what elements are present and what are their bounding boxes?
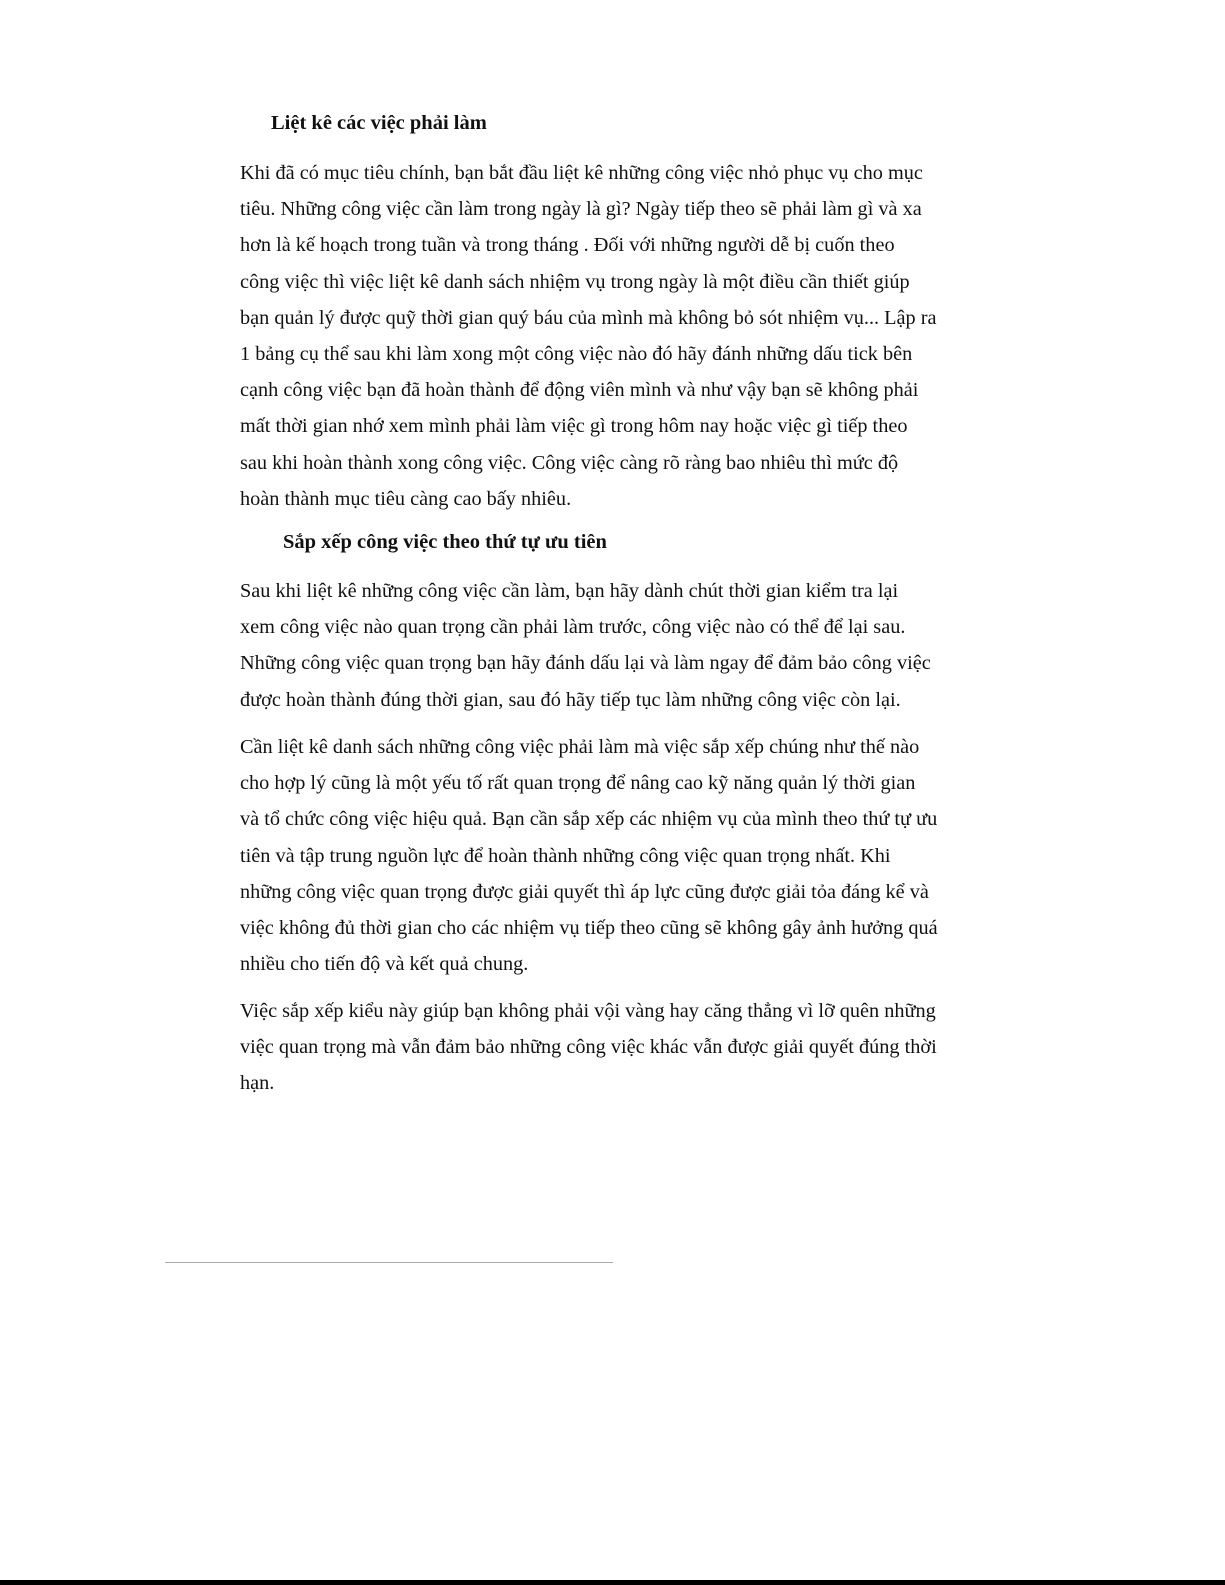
text-line: nhiều cho tiến độ và kết quả chung. xyxy=(240,953,529,976)
text-line: mất thời gian nhớ xem mình phải làm việc gì trong hôm nay hoặc việc gì tiếp theo xyxy=(240,415,908,438)
text-line: việc quan trọng mà vẫn đảm bảo những công việc khác vẫn được giải quyết đúng thời xyxy=(240,1036,937,1059)
text-line: Những công việc quan trọng bạn hãy đánh dấu lại và làm ngay để đảm bảo công việc xyxy=(240,652,931,675)
text-line: Việc sắp xếp kiểu này giúp bạn không phải vội vàng hay căng thẳng vì lỡ quên những xyxy=(240,1000,936,1022)
footnote-separator xyxy=(165,1262,613,1263)
text-line: sau khi hoàn thành xong công việc. Công việc càng rõ ràng bao nhiêu thì mức độ xyxy=(240,451,899,474)
paragraph-prioritize-3 xyxy=(240,993,964,1102)
text-line: bạn quản lý được quỹ thời gian quý báu của mình mà không bỏ sót nhiệm vụ... Lập ra xyxy=(240,306,937,329)
text-line: Sau khi liệt kê những công việc cần làm, bạn hãy dành chút thời gian kiểm tra lại xyxy=(240,580,899,602)
text-line: cạnh công việc bạn đã hoàn thành để động viên mình và như vậy bạn sẽ không phải xyxy=(240,379,919,402)
text-line: được hoàn thành đúng thời gian, sau đó hãy tiếp tục làm những công việc còn lại. xyxy=(240,688,901,711)
text-line: hạn. xyxy=(240,1072,275,1095)
text-line: 1 bảng cụ thể sau khi làm xong một công việc nào đó hãy đánh những dấu tick bên xyxy=(240,343,913,366)
text-line: Cần liệt kê danh sách những công việc phải làm mà việc sắp xếp chúng như thế nào xyxy=(240,736,920,758)
page-bottom-edge xyxy=(0,1580,1225,1585)
text-line: xem công việc nào quan trọng cần phải làm trước, công việc nào có thể để lại sau. xyxy=(240,616,906,639)
section-heading-list-tasks: Liệt kê các việc phải làm xyxy=(271,112,487,134)
text-line: và tổ chức công việc hiệu quả. Bạn cần sắp xếp các nhiệm vụ của mình theo thứ tự ưu xyxy=(240,808,938,831)
text-line: tiêu. Những công việc cần làm trong ngày là gì? Ngày tiếp theo sẽ phải làm gì và xa xyxy=(240,198,922,221)
section-heading-prioritize: Sắp xếp công việc theo thứ tự ưu tiên xyxy=(283,531,607,553)
text-line: hơn là kế hoạch trong tuần và trong tháng . Đối với những người dễ bị cuốn theo xyxy=(240,234,895,257)
text-line: việc không đủ thời gian cho các nhiệm vụ tiếp theo cũng sẽ không gây ảnh hưởng quá xyxy=(240,917,938,940)
paragraph-prioritize-2 xyxy=(240,729,964,982)
paragraph-prioritize-1 xyxy=(240,573,964,718)
text-line: những công việc quan trọng được giải quyết thì áp lực cũng được giải tỏa đáng kể và xyxy=(240,880,929,903)
paragraph-list-tasks xyxy=(240,155,964,517)
text-line: hoàn thành mục tiêu càng cao bấy nhiêu. xyxy=(240,487,572,510)
text-line: công việc thì việc liệt kê danh sách nhiệm vụ trong ngày là một điều cần thiết giúp xyxy=(240,270,910,293)
text-line: Khi đã có mục tiêu chính, bạn bắt đầu liệt kê những công việc nhỏ phục vụ cho mục xyxy=(240,162,923,184)
text-line: tiên và tập trung nguồn lực để hoàn thành những công việc quan trọng nhất. Khi xyxy=(240,844,891,867)
text-line: cho hợp lý cũng là một yếu tố rất quan trọng để nâng cao kỹ năng quản lý thời gian xyxy=(240,772,916,795)
